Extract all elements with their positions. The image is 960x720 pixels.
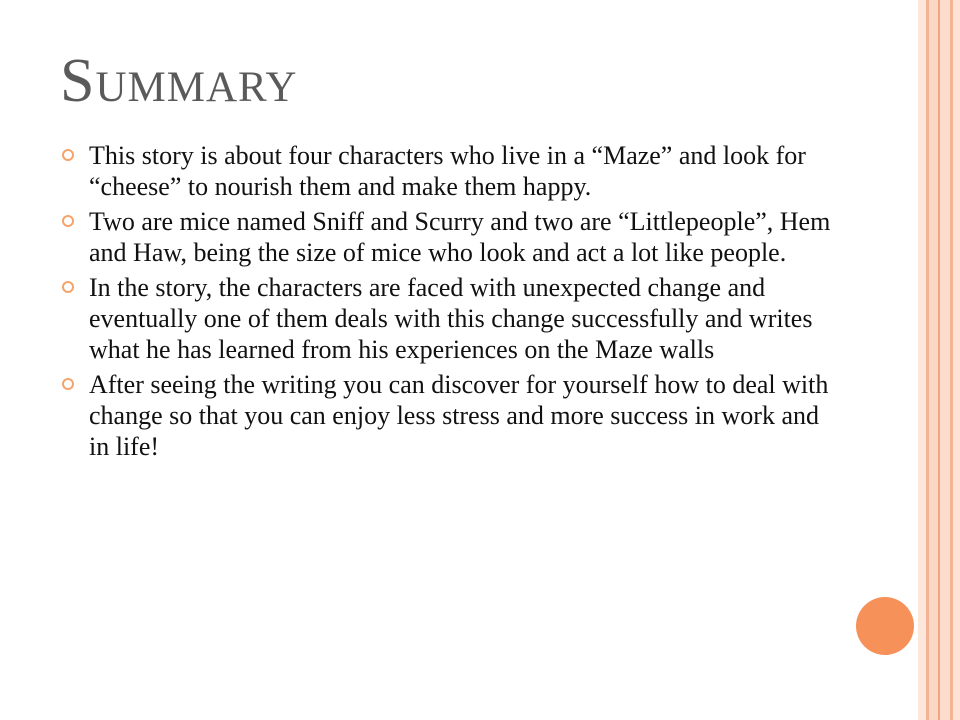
bullet-text: In the story, the characters are faced with unexpected change and eventually one of them deals with this change successfully and writes what he has learned from his experiences on the Maze walls (89, 273, 813, 364)
bullet-ring-icon (62, 281, 74, 293)
bullet-item (62, 206, 832, 268)
bullet-ring-icon (62, 378, 74, 390)
slide-title: Summary (60, 47, 298, 115)
bullet-list (62, 140, 832, 466)
bullet-text: Two are mice named Sniff and Scurry and two are “Littlepeople”, Hem and Haw, being the size of mice who look and act a lot like people. (89, 207, 831, 267)
decorative-side-band (918, 0, 960, 720)
band-stripe (940, 0, 950, 720)
bullet-item (62, 140, 832, 202)
bullet-ring-icon (62, 149, 74, 161)
bullet-item (62, 369, 832, 462)
bullet-ring-icon (62, 215, 74, 227)
band-stripe (953, 0, 960, 720)
band-stripe (929, 0, 938, 720)
band-stripe (918, 0, 926, 720)
bullet-text: After seeing the writing you can discover for yourself how to deal with change so that you can enjoy less stress and more success in work and in life! (89, 370, 829, 461)
accent-circle (856, 597, 914, 655)
bullet-item (62, 272, 832, 365)
bullet-text: This story is about four characters who live in a “Maze” and look for “cheese” to nourish them and make them happy. (89, 141, 806, 201)
